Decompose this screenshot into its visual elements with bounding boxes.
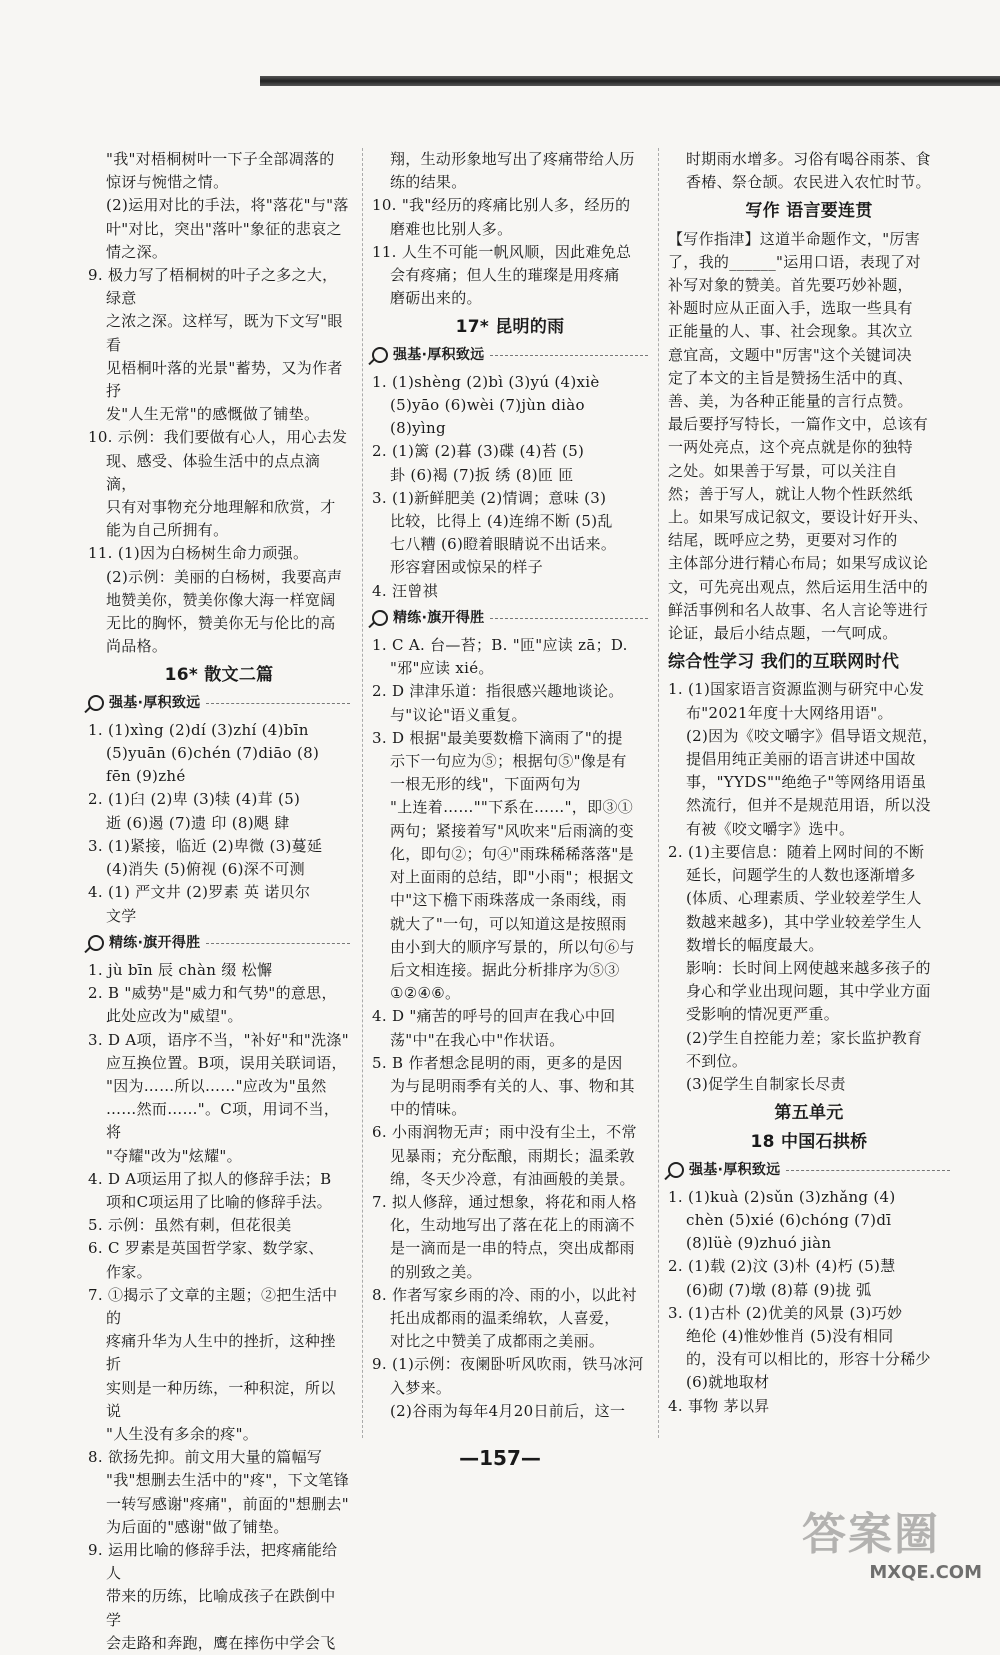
text-line: 能为自己所拥有。 [106,521,229,540]
answer-block [88,148,350,658]
text-line: fēn (9)zhé [106,767,186,786]
text-line: "上连着……""下系在……"，即③① [390,798,633,817]
text-line: 鲜活事例和名人故事、名人言论等进行 [668,600,929,619]
answer-block [668,678,950,1096]
magnifier-icon [372,610,388,626]
text-line: 中"这下檐下雨珠落成一条雨线，雨 [390,891,627,910]
text-line: 一根无形的线"，下面两句为 [390,775,581,794]
text-line: "邪"应读 xié。 [390,659,494,678]
text-line: 一两处亮点，这个亮点就是你的独特 [668,438,913,457]
text-line: 翔，生动形象地写出了疼痛带给人历 [390,150,635,168]
text-line: 布"2021年度十大网络用语"。 [686,703,893,722]
text-line: 项和C项运用了比喻的修辞手法。 [106,1192,332,1211]
text-line: 2. D 津津乐道：指很感兴趣地谈论。 [372,682,624,701]
text-line: 会走路和奔跑，鹰在摔伤中学会飞 [106,1633,336,1652]
text-line: (5)yuān (6)chén (7)diāo (8) [106,744,320,763]
text-line: 化，生动地写出了落在花上的雨滴不 [390,1216,635,1235]
text-line: 一转写感谢"疼痛"，前面的"想删去" [106,1494,349,1513]
text-line: 2. (1)载 (2)汶 (3)朴 (4)朽 (5)慧 [668,1257,896,1276]
text-line: (8)yìng [390,419,446,438]
text-line: (2)运用对比的手法，将"落花"与"落 [106,196,349,215]
text-line: 练的结果。 [390,173,467,192]
text-line: 对比之中赞美了成都雨之美丽。 [390,1332,605,1351]
text-line: 无比的胸怀，赞美你无与伦比的高 [106,614,336,633]
lesson-title-16: 16* 散文二篇 [164,665,274,686]
text-line: 作家。 [106,1262,152,1281]
text-line: 之浓之深。这样写，既为下文写"眼看 [106,312,343,354]
text-line: 身心和学业出现问题，其中学业方面 [686,982,931,1001]
text-line: 化，即句②；句④"雨珠稀稀落落"是 [390,844,634,863]
text-line: 8. 作者写家乡雨的冷、雨的小，以此衬 [372,1285,637,1304]
text-line: 绝伦 (4)惟妙惟肖 (5)没有相同 [686,1326,894,1345]
text-line: 9. 运用比喻的修辞手法，把疼痛能给人 [88,1540,338,1583]
text-line: "我"对梧桐树叶一下子全部凋落的 [106,150,335,168]
text-line: 就大了"一句，可以知道这是按照雨 [390,914,627,933]
text-line: 为与昆明雨季有关的人、事、物和其 [390,1076,635,1095]
text-line: 磨砺出来的。 [390,289,482,308]
magnifier-icon [372,347,388,363]
text-line: 发"人生无常"的感慨做了铺垫。 [106,405,320,424]
text-line: 带来的历练，比喻成孩子在跌倒中学 [106,1587,336,1629]
text-line: 香椿、祭仓颉。农民进入农忙时节。 [686,173,931,192]
text-line: (8)lüè (9)zhuó jiàn [686,1234,832,1253]
text-line: 1. (1)shèng (2)bì (3)yú (4)xiè [372,372,600,391]
text-line: 11. 人生不可能一帆风顺，因此难免总 [372,242,632,261]
section-header: 强基·厚积致远 [88,692,350,715]
text-line: 时期雨水增多。习俗有喝谷雨茶、食 [686,150,931,168]
text-line: 定了本文的主旨是赞扬生活中的真、 [668,368,913,387]
column-middle [372,148,648,1423]
text-line: 补题时应从正面入手，选取一些具有 [668,299,913,318]
section-header: 精练·旗开得胜 [88,932,350,955]
answer-block [372,371,648,603]
text-line: 会有疼痛；但人生的璀璨是用疼痛 [390,266,620,285]
text-line: 1. C A. 台—苔；B. "匝"应读 zā；D. [372,636,628,655]
text-line: 【写作指津】这道半命题作文，"厉害 [668,229,921,248]
text-line: 形容窘困或惊呆的样子 [390,558,544,577]
text-line: 尚品格。 [106,637,168,656]
text-line: 七八糟 (6)瞪着眼睛说不出话来。 [390,535,617,554]
lesson-title-18: 18 中国石拱桥 [750,1132,868,1153]
text-line: (体质、心理素质、学业较差学生人 [686,889,922,908]
unit-title: 第五单元 [774,1103,844,1124]
text-line: 了，我的______"运用口语，表现了对 [668,252,921,271]
text-line: 比较，比得上 (4)连绵不断 (5)乱 [390,512,613,531]
text-line: 然；善于写人，就让人物个性跃然纸 [668,484,913,503]
text-line: (6)就地取材 [686,1373,770,1392]
text-line: 有被《咬文嚼字》选中。 [686,819,855,838]
text-line: 托出成都雨的温柔绵软，人喜爱， [390,1308,620,1327]
text-line: 地赞美你，赞美你像大海一样宽阔 [106,590,336,609]
text-line: 2. (1)篱 (2)暮 (3)碟 (4)苔 (5) [372,442,585,461]
text-line: 然流行，但并不是规范用语，所以没 [686,796,931,815]
text-line: 论证，最后小结点题，一气呵成。 [668,624,898,643]
answer-block [372,634,648,1423]
column-right [668,148,950,1418]
text-line: 3. (1)新鲜肥美 (2)情调；意味 (3) [372,488,607,507]
text-line: 的，没有可以相比的，形容十分稀少 [686,1350,931,1369]
text-line: 影响：长时间上网使越来越多孩子的 [686,958,931,977]
text-line: 11. (1)因为白杨树生命力顽强。 [88,544,309,563]
text-line: 惊讶与惋惜之情。 [106,173,229,192]
answer-block [88,959,350,1655]
text-line: 文，可先亮出观点，然后运用生活中的 [668,577,929,596]
text-line: 6. 小雨润物无声；雨中没有尘土，不常 [372,1123,637,1142]
comprehensive-title: 综合性学习 我们的互联网时代 [668,652,900,673]
magnifier-icon [668,1162,684,1178]
writing-title: 写作 语言要连贯 [745,201,873,222]
magnifier-icon [88,935,104,951]
text-line: (2)谷雨为每年4月20日前后，这一 [390,1401,626,1420]
text-line: 最后要抒写特长，一篇作文中，总该有 [668,415,929,434]
text-line: 见暴雨；充分酝酿，雨期长；温柔敦 [390,1146,635,1165]
text-line: 由小到大的顺序写景的，所以句⑥与 [390,937,635,956]
text-line: 结尾，既呼应之势，更要对习作的 [668,531,898,550]
text-line: 1. (1)国家语言资源监测与研究中心发 [668,680,925,699]
text-line: 上。如果写成记叙文，要设计好开头、 [668,508,929,527]
text-line: 主体部分进行精心布局；如果写成议论 [668,554,929,573]
text-line: 8. 欲扬先抑。前文用大量的篇幅写 [88,1448,323,1467]
text-line: 见梧桐叶落的光景"蓄势，又为作者抒 [106,358,343,401]
text-line: 之处。如果善于写景，可以关注自 [668,461,898,480]
answer-block [668,228,950,646]
text-line: 4. D "痛苦的呼号的回声在我心中回 [372,1007,616,1026]
answer-block [668,148,950,194]
text-line: 只有对事物充分地理解和欣赏，才 [106,498,336,517]
text-line: 5. B 作者想念昆明的雨，更多的是因 [372,1053,623,1072]
text-line: 9. (1)示例：夜阑卧听风吹雨，铁马冰河 [372,1355,644,1374]
text-line: 叶"对比，突出"落叶"象征的悲哀之 [106,219,342,238]
text-line: 事，"YYDS""绝绝子"等网络用语虽 [686,773,927,792]
text-line: 是一滴而是一串的特点，突出成都雨 [390,1239,635,1258]
text-line: ①②④⑥。 [390,984,461,1003]
text-line: 意宜高，文题中"厉害"这个关键词决 [668,345,912,364]
text-line: 为后面的"感谢"做了铺垫。 [106,1517,289,1536]
text-line: 逝 (6)遏 (7)遗 印 (8)飓 肆 [106,813,290,832]
text-line: (2)因为《咬文嚼字》倡导语文规范， [686,726,938,745]
text-line: 提倡用纯正美丽的语言讲述中国故 [686,750,916,769]
section-header: 强基·厚积致远 [372,344,648,367]
text-line: 文学 [106,906,137,925]
text-line: 3. D 根据"最美要数檐下滴雨了"的提 [372,728,623,747]
answer-block [88,719,350,928]
text-line: 1. (1)xìng (2)dí (3)zhí (4)bīn [88,720,309,739]
text-line: 善、美，为各种正能量的言行点赞。 [668,392,913,411]
text-line: (5)yāo (6)wèi (7)jùn diào [390,396,585,415]
text-line: 7. ①揭示了文章的主题；②把生活中的 [88,1285,338,1327]
magnifier-icon [88,695,104,711]
text-line: 磨难也比别人多。 [390,219,513,238]
text-line: 9. 极力写了梧桐树的叶子之多之大，绿意 [88,266,338,308]
text-line: 正能量的人、事、社会现象。其次立 [668,322,913,341]
text-line: 对上面雨的总结，即"小雨"；根据文 [390,868,634,887]
text-line: (6)砌 (7)墩 (8)幕 (9)拢 弧 [686,1280,872,1299]
text-line: 3. D A项，语序不当，"补好"和"洗涤" [88,1030,349,1049]
text-line: 4. D A项运用了拟人的修辞手法；B [88,1169,332,1188]
text-line: ……然而……"。C项，用词不当，将 [106,1100,340,1142]
section-header: 精练·旗开得胜 [372,607,648,630]
text-line: 受影响的情况更严重。 [686,1005,840,1024]
text-line: 两句；紧接着写"风吹来"后雨滴的变 [390,821,634,840]
text-line: 1. jù bīn 辰 chàn 缀 松懈 [88,960,273,979]
text-line: "我"想删去生活中的"疼"，下文笔锋 [106,1471,349,1490]
text-line: 4. 事物 茅以昇 [668,1396,770,1415]
text-line: 的别致之美。 [390,1262,482,1281]
text-line: 3. (1)古朴 (2)优美的风景 (3)巧妙 [668,1303,903,1322]
lesson-title-17: 17* 昆明的雨 [455,317,565,338]
column-left [88,148,350,1655]
text-line: 3. (1)紧接，临近 (2)卑微 (3)蔓延 [88,836,323,855]
text-line: chèn (5)xié (6)chóng (7)dī [686,1210,892,1229]
column-divider [658,148,659,1438]
text-line: 2. (1)主要信息：随着上网时间的不断 [668,842,925,861]
text-line: (4)消失 (5)俯视 (6)深不可测 [106,860,305,879]
text-line: 疼痛升华为人生中的挫折，这种挫折 [106,1332,336,1374]
text-line: 2. (1)臼 (2)卑 (3)犊 (4)茸 (5) [88,790,301,809]
text-line: 10. 示例：我们要做有心人，用心去发 [88,428,348,447]
text-line: 示下一句应为⑤；根据句⑤"像是有 [390,752,627,771]
text-line: 1. (1)kuà (2)sǔn (3)zhǎng (4) [668,1187,896,1206]
text-line: 4. (1) 严文井 (2)罗素 英 诺贝尔 [88,883,311,902]
watermark-logo: 答案圈 MXQE.COM [802,1509,982,1583]
page-number: —157— [459,1446,541,1470]
text-line: 不到位。 [686,1051,748,1070]
text-line: (3)促学生自制家长尽责 [686,1074,846,1093]
text-line: 现、感受、体验生活中的点点滴滴， [106,451,321,493]
column-divider [362,148,363,1438]
text-line: 应互换位置。B项，误用关联词语， [106,1053,347,1072]
text-line: 绵，冬天少冷意，有油画般的美景。 [390,1169,635,1188]
text-line: 荡"中"在我心中"作状语。 [390,1030,565,1049]
text-line: 10. "我"经历的疼痛比别人多，经历的 [372,196,631,215]
text-line: 数增长的幅度最大。 [686,935,824,954]
text-line: 4. 汪曾祺 [372,581,438,600]
answer-block [668,1186,950,1418]
text-line: "夺耀"改为"炫耀"。 [106,1146,242,1165]
header-rule [260,76,1000,86]
text-line: 实则是一种历练，一种积淀，所以说 [106,1378,336,1420]
text-line: 延长，问题学生的人数也逐渐增多 [686,866,916,885]
text-line: 中的情味。 [390,1100,467,1119]
text-line: 此处应改为"威望"。 [106,1007,243,1026]
text-line: 数越来越多)，其中学业较差学生人 [686,912,922,931]
text-line: 5. 示例：虽然有刺，但花很美 [88,1216,292,1235]
text-line: 卦 (6)褐 (7)扳 绣 (8)匝 匝 [390,465,574,484]
text-line: 7. 拟人修辞，通过想象，将花和雨人格 [372,1192,637,1211]
text-line: 2. B "威势"是"威力和气势"的意思， [88,984,337,1003]
text-line: 与"议论"语义重复。 [390,705,527,724]
section-header: 强基·厚积致远 [668,1159,950,1182]
text-line: 入梦来。 [390,1378,452,1397]
text-line: "人生没有多余的疼"。 [106,1424,259,1443]
text-line: (2)示例：美丽的白杨树，我要高声 [106,567,343,586]
text-line: 6. C 罗素是英国哲学家、数学家、 [88,1239,324,1258]
text-line: 补写对象的赞美。首先要巧妙补题， [668,276,913,295]
text-line: (2)学生自控能力差；家长监护教育 [686,1028,923,1047]
text-line: 后文相连接。据此分析排序为⑤③ [390,960,620,979]
answer-block [372,148,648,310]
text-line: 情之深。 [106,242,168,261]
text-line: "因为……所以……"应改为"虽然 [106,1076,327,1095]
